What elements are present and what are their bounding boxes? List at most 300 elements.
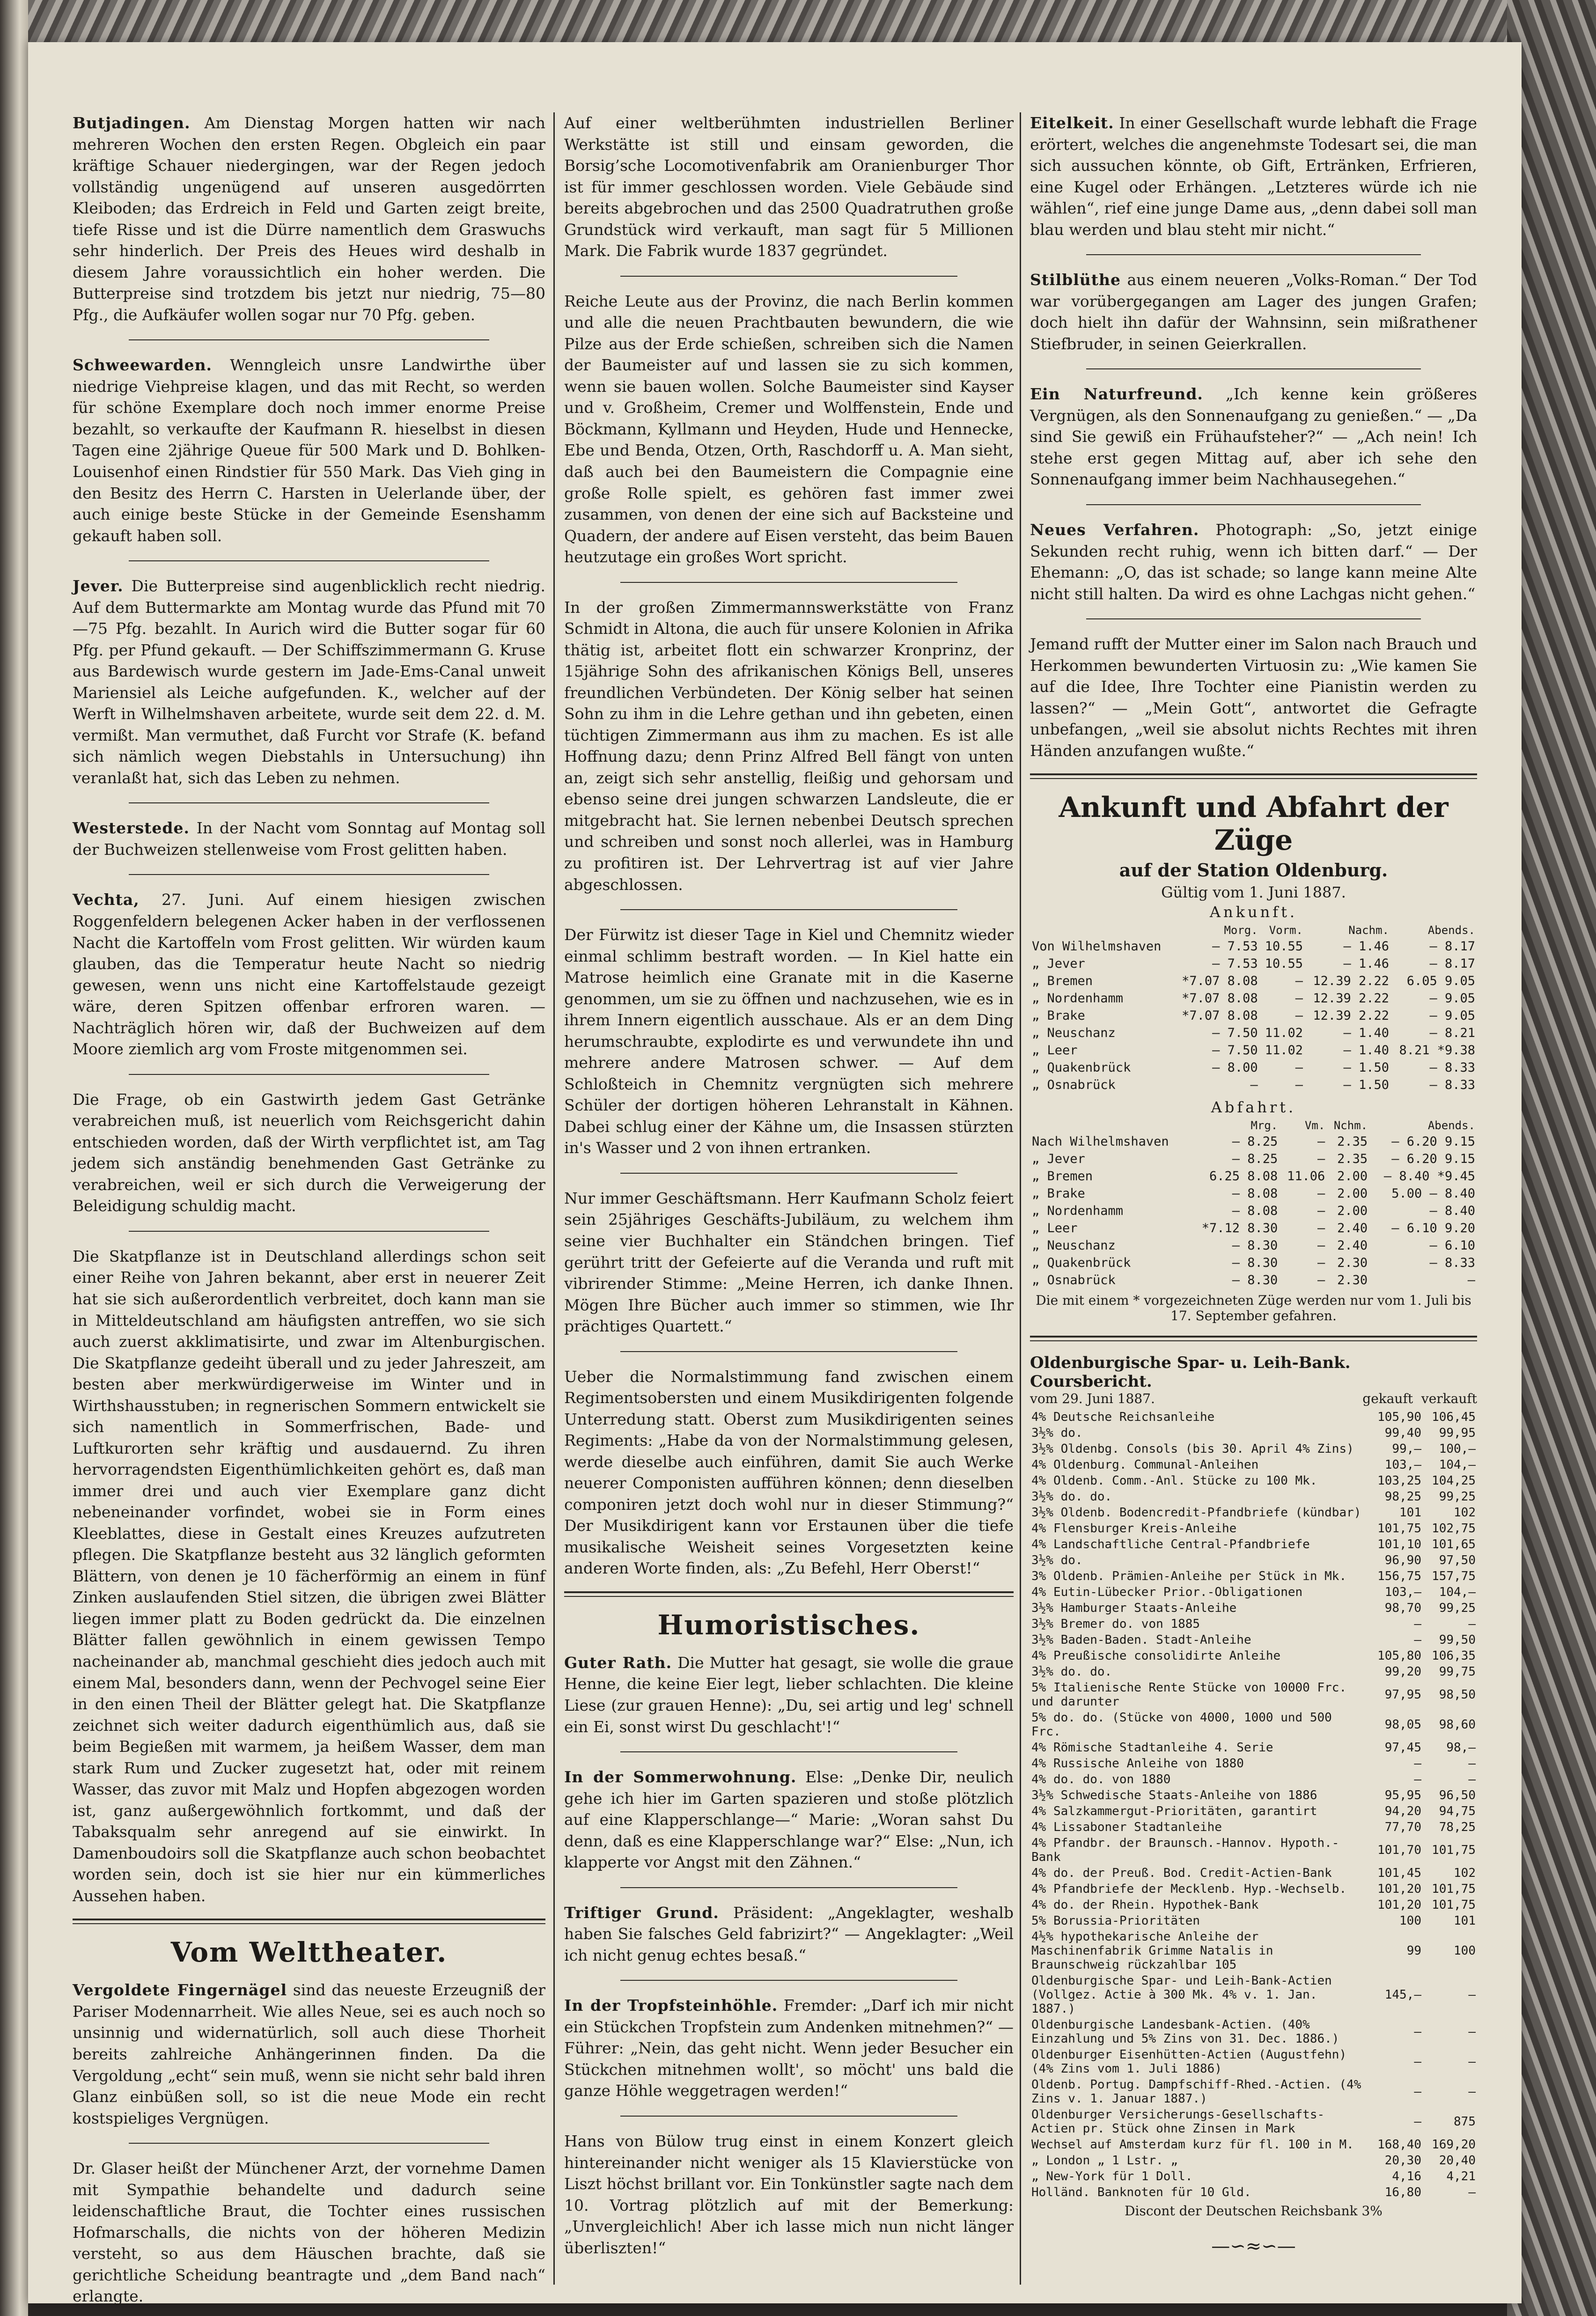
table-row bbox=[1030, 955, 1477, 972]
article-headline: In der Sommerwohnung. bbox=[564, 1768, 797, 1787]
table-row bbox=[1030, 1632, 1477, 1648]
article bbox=[564, 2131, 1014, 2258]
price-sold: 98,50 bbox=[1439, 1688, 1476, 1702]
security-name: 3½% do. bbox=[1031, 1426, 1083, 1441]
price-sold: 104,— bbox=[1439, 1458, 1476, 1472]
article-text: In einer Gesellschaft wurde lebhaft die Frage erörtert, welches die angenehmste Todesart sei, die man sich aussuchen könnte, ob Gift, Ertränken, Erfrieren, eine Kugel oder Erhängen. „Letzteres würde ich nie wählen“, rief eine junge Dame aus, „denn dabei soll man blau werden und blau steht mir nicht.“ bbox=[1030, 114, 1477, 239]
train-title: Ankunft und Abfahrt der Züge bbox=[1059, 791, 1449, 857]
row-value: — bbox=[1317, 1273, 1325, 1288]
row-value: 11.06 bbox=[1287, 1169, 1325, 1184]
table-row bbox=[1030, 2107, 1477, 2137]
article-text: Die Mutter hat gesagt, sie wolle die graue Henne, die keine Eier legt, lieber schlachten. Die kleine Liese (zur grauen Henne): „Du, sei artig und leg' schnell ein Ei, sonst wirst Du geschlacht'!“ bbox=[564, 1653, 1014, 1736]
row-value: 6.25 8.08 bbox=[1209, 1169, 1278, 1184]
price-sold: 99,95 bbox=[1439, 1426, 1476, 1441]
price-sold: 104,25 bbox=[1432, 1474, 1476, 1488]
row-value: — 8.30 bbox=[1232, 1273, 1278, 1288]
table-row bbox=[1030, 1600, 1477, 1616]
article bbox=[564, 1902, 1014, 1966]
article bbox=[73, 1979, 545, 2129]
row-value: — bbox=[1295, 1060, 1303, 1075]
price-bought: 97,45 bbox=[1384, 1741, 1421, 1755]
article bbox=[564, 924, 1014, 1159]
row-value: — 1.40 bbox=[1343, 1026, 1389, 1041]
security-name: Wechsel auf Amsterdam kurz für fl. 100 in M. bbox=[1031, 2138, 1354, 2152]
security-name: 3½% do. do. bbox=[1031, 1490, 1112, 1504]
article bbox=[1030, 633, 1477, 761]
price-sold: — bbox=[1468, 1988, 1476, 2002]
column-header bbox=[1030, 1118, 1189, 1133]
price-sold: 100 bbox=[1454, 1944, 1476, 1958]
row-label: „ Osnabrück bbox=[1032, 1273, 1116, 1288]
price-bought: 105,80 bbox=[1377, 1649, 1421, 1663]
column-rule bbox=[1020, 112, 1021, 2285]
article-text: Reiche Leute aus der Provinz, die nach Berlin kommen und alle die neuen Prachtbauten bewundern, die wie Pilze aus der Erde schießen, schreiben sich die Namen der Baumeister auf und lassen sie zu sich kommen, wenn sie bauen wollen. Solche Baumeister sind Kayser und v. Großheim, Cremer und Wolffenstein, Ende und Böckmann, Kyllmann und Heyden, Hude und Hennecke, Ebe und Benda, Otzen, Orth, Raschdorff u. A. Man sieht, daß auch bei den Baumeistern die Compagnie eine große Rolle spielt, es gehören fast immer zwei zusammen, von denen der eine sich auf Backsteine und Quadern, der andere auf Eisen versteht, das beim Bauen heutzutage ein großes Wort spricht. bbox=[564, 292, 1014, 566]
price-sold: 101,75 bbox=[1432, 1882, 1476, 1897]
arrival-table bbox=[1030, 923, 1477, 1094]
table-row bbox=[1030, 2153, 1477, 2169]
article bbox=[564, 1188, 1014, 1337]
article-separator bbox=[620, 1887, 957, 1888]
price-bought: 101,10 bbox=[1377, 1537, 1421, 1552]
price-bought: 168,40 bbox=[1377, 2138, 1421, 2152]
row-value: — bbox=[1317, 1256, 1325, 1271]
price-bought: 99,20 bbox=[1384, 1665, 1421, 1679]
row-value: — 6.20 9.15 bbox=[1391, 1152, 1475, 1167]
row-value: — 8.40 *9.45 bbox=[1383, 1169, 1475, 1184]
row-label: „ Brake bbox=[1032, 1008, 1085, 1023]
table-row bbox=[1030, 1521, 1477, 1537]
price-bought: — bbox=[1414, 1617, 1421, 1632]
price-bought: 95,95 bbox=[1384, 1788, 1421, 1803]
row-value: 12.39 2.22 bbox=[1313, 974, 1389, 989]
bank-discount: Discont der Deutschen Reichsbank 3% bbox=[1125, 2203, 1383, 2219]
table-row bbox=[1030, 1489, 1477, 1505]
article bbox=[73, 2158, 545, 2307]
price-bought: 156,75 bbox=[1377, 1569, 1421, 1584]
table-row bbox=[1030, 1648, 1477, 1664]
price-bought: 98,05 bbox=[1384, 1718, 1421, 1732]
article-separator bbox=[1086, 618, 1421, 619]
column-header: Morg. bbox=[1224, 924, 1258, 937]
article bbox=[564, 112, 1014, 262]
row-value: — 8.30 bbox=[1232, 1256, 1278, 1271]
table-row bbox=[1030, 1584, 1477, 1600]
table-row bbox=[1030, 1552, 1477, 1568]
row-value: 2.35 bbox=[1337, 1134, 1368, 1149]
column-rule bbox=[553, 112, 555, 2285]
table-row bbox=[1030, 1710, 1477, 1740]
security-name: 4% Flensburger Kreis-Anleihe bbox=[1031, 1522, 1237, 1536]
departure-label: Abfahrt. bbox=[1211, 1098, 1296, 1117]
section-divider bbox=[1030, 1336, 1477, 1341]
table-row bbox=[1030, 1202, 1477, 1220]
bank-table bbox=[1030, 1409, 1477, 2200]
price-sold: 102 bbox=[1454, 1866, 1476, 1881]
row-value: — 8.00 bbox=[1212, 1060, 1258, 1075]
article-text: In der Nacht vom Sonntag auf Montag soll der Buchweizen stellenweise vom Frost gelitten haben. bbox=[73, 819, 545, 859]
security-name: 5% Borussia-Prioritäten bbox=[1031, 1914, 1200, 1928]
price-bought: 20,30 bbox=[1384, 2154, 1421, 2168]
row-value: — bbox=[1467, 1273, 1475, 1288]
row-value: — 1.40 bbox=[1343, 1043, 1389, 1058]
article-text: Else: „Denke Dir, neulich gehe ich hier im Garten spazieren und stoße plötzlich auf eine Klapperschlange—“ Marie: „Woran sahst Du denn, daß es eine Klapperschlange war?“ Else: „Nun, ich klapperte vor Angst mit den Zähnen.“ bbox=[564, 1768, 1014, 1872]
price-bought: 101 bbox=[1399, 1506, 1421, 1520]
column-2 bbox=[564, 112, 1014, 2285]
train-station: auf der Station Oldenburg. bbox=[1119, 860, 1388, 881]
row-value: — 6.10 9.20 bbox=[1391, 1221, 1475, 1236]
table-row bbox=[1030, 1076, 1477, 1094]
row-value: — 9.05 bbox=[1429, 991, 1475, 1006]
row-value: *7.07 8.08 bbox=[1182, 1008, 1258, 1023]
article-text: Präsident: „Angeklagter, weshalb haben Sie falsches Geld fabrizirt?“ — Angeklagter: „Weil ich nicht genug echtes besaß.“ bbox=[564, 1903, 1014, 1964]
price-sold: 98,60 bbox=[1439, 1718, 1476, 1732]
security-name: 4% Pfandbriefe der Mecklenb. Hyp.-Wechselb. bbox=[1031, 1882, 1347, 1897]
price-bought: 101,45 bbox=[1377, 1866, 1421, 1881]
price-bought: 98,25 bbox=[1384, 1490, 1421, 1504]
row-value: — 8.08 bbox=[1232, 1204, 1278, 1219]
row-value: 11.02 bbox=[1265, 1043, 1303, 1058]
article bbox=[73, 354, 545, 546]
table-row bbox=[1030, 1133, 1477, 1150]
table-row bbox=[1030, 972, 1477, 990]
row-value: — 8.21 bbox=[1429, 1026, 1475, 1041]
security-name: 4% Landschaftliche Central-Pfandbriefe bbox=[1031, 1537, 1310, 1552]
article-text: Ueber die Normalstimmung fand zwischen einem Regimentsobersten und einem Musikdirigenten folgende Unterredung statt. Oberst zum Musikdirigenten seines Regiments: „Habe da von der Normalstimmung gelesen, werde dieselbe auch einführen, damit Sie auch Werke neuerer Componisten aufführen können; denn dieselben componiren jetzt doch wohl nur in dieser Stimmung?“ Der Musikdirigent kann vor Erstaunen über die tiefe musikalische Weisheit seines Vorgesetzten keine anderen Worte finden, als: „Zu Befehl, Herr Oberst!“ bbox=[564, 1367, 1014, 1578]
security-name: 3½% Baden-Baden. Stadt-Anleihe bbox=[1031, 1633, 1251, 1647]
price-sold: 99,75 bbox=[1439, 1665, 1476, 1679]
price-sold: 101 bbox=[1454, 1914, 1476, 1928]
article bbox=[564, 597, 1014, 895]
price-sold: 98,— bbox=[1446, 1741, 1476, 1755]
table-row bbox=[1030, 1059, 1477, 1076]
table-row bbox=[1030, 1185, 1477, 1202]
price-sold: 102 bbox=[1454, 1506, 1476, 1520]
article-text: „Ich kenne kein größeres Vergnügen, als den Sonnenaufgang zu genießen.“ — „Da sind Sie gewiß ein Frühaufsteher?“ — „Ach nein! Ich stehe erst gegen Mittag auf, aber ich sehe den Sonnenaufgang immer beim Nachhausegehen.“ bbox=[1030, 385, 1478, 489]
article bbox=[1030, 383, 1477, 490]
price-sold: 104,— bbox=[1439, 1585, 1476, 1600]
security-name: 3½% Oldenbg. Consols (bis 30. April 4% Zins) bbox=[1031, 1442, 1354, 1456]
article-text: Hans von Bülow trug einst in einem Konzert gleich hintereinander nicht weniger als 15 Klavierstücke von Liszt höchst brillant vor. Ein Tonkünstler sagte nach dem 10. Vortrag plötzlich auf mit der Bemerkung: „Unvergleichlich! Aber ich lasse mich nun nicht länger überliszten!“ bbox=[564, 2132, 1014, 2257]
table-row bbox=[1030, 1007, 1477, 1024]
table-row bbox=[1030, 1425, 1477, 1441]
security-name: 4% Oldenb. Comm.-Anl. Stücke zu 100 Mk. bbox=[1031, 1474, 1317, 1488]
col-verkauft: verkauft bbox=[1421, 1391, 1477, 1407]
row-label: „ Jever bbox=[1032, 956, 1085, 971]
table-row bbox=[1030, 2017, 1477, 2047]
row-value: — 9.05 bbox=[1429, 1008, 1475, 1023]
row-label: „ Neuschanz bbox=[1032, 1238, 1116, 1253]
row-value: 2.40 bbox=[1337, 1238, 1368, 1253]
security-name: 5% Italienische Rente Stücke von 10000 Frc. und darunter bbox=[1031, 1681, 1347, 1709]
article-text: Nur immer Geschäftsmann. Herr Kaufmann Scholz feiert sein 25jähriges Geschäfts-Jubiläum, zu welchem ihm seine vier Buchhalter ein Ständchen bringen. Tief gerührt tritt der Gefeierte auf die Veranda und ruft mit vibrirender Stimme: „Meine Herren, ich danke Ihnen. Mögen Ihre Bücher auch immer so stimmen, wie Ihr prächtiges Quartett.“ bbox=[564, 1189, 1014, 1336]
article bbox=[73, 817, 545, 860]
table-row bbox=[1030, 1929, 1477, 1973]
row-value: — bbox=[1317, 1221, 1325, 1236]
price-bought: — bbox=[1414, 1633, 1421, 1647]
table-row bbox=[1030, 990, 1477, 1007]
row-value: — 7.50 bbox=[1212, 1026, 1258, 1041]
table-row bbox=[1030, 1664, 1477, 1680]
table-row bbox=[1030, 1568, 1477, 1584]
table-row bbox=[1030, 1913, 1477, 1929]
price-bought: — bbox=[1414, 2055, 1421, 2069]
row-value: — bbox=[1317, 1134, 1325, 1149]
article-text: Die Butterpreise sind augenblicklich recht niedrig. Auf dem Buttermarkte am Montag wurde das Pfund mit 70—75 Pfg. bezahlt. In Aurich wird die Butter sogar für 60 Pfg. per Pfund gekauft. — Der Schiffszimmermann G. Kruse aus Bardewisch wurde gestern im Jade-Ems-Canal unweit Mariensiel als Leiche aufgefunden. K., welcher auf der Werft in Wilhelmshaven arbeitete, wurde seit dem 22. d. M. vermißt. Man vermuthet, daß Furcht vor Strafe (K. befand sich nämlich wegen Diebstahls in Untersuchung) ihn veranlaßt hat, sich das Leben zu nehmen. bbox=[73, 577, 546, 787]
row-label: „ Nordenhamm bbox=[1032, 991, 1124, 1006]
row-label: „ Bremen bbox=[1032, 974, 1093, 989]
row-value: — bbox=[1317, 1238, 1325, 1253]
security-name: 3½% do. bbox=[1031, 1553, 1083, 1568]
row-label: „ Quakenbrück bbox=[1032, 1256, 1131, 1271]
article-separator bbox=[1086, 504, 1421, 505]
row-label: „ Nordenhamm bbox=[1032, 1204, 1124, 1219]
row-value: — 8.25 bbox=[1232, 1152, 1278, 1167]
row-label: „ Leer bbox=[1032, 1043, 1078, 1058]
train-schedule bbox=[1030, 791, 1477, 1323]
article-separator bbox=[129, 2143, 489, 2144]
price-bought: 103,25 bbox=[1377, 1474, 1421, 1488]
column-header: Mrg. bbox=[1250, 1119, 1278, 1132]
price-sold: 96,50 bbox=[1439, 1788, 1476, 1803]
price-bought: — bbox=[1414, 2025, 1421, 2039]
table-row bbox=[1030, 1616, 1477, 1632]
row-value: — 8.17 bbox=[1429, 956, 1475, 971]
row-value: — 7.53 bbox=[1212, 956, 1258, 971]
table-row bbox=[1030, 2184, 1477, 2200]
price-bought: 103,— bbox=[1384, 1585, 1421, 1600]
row-value: 2.35 bbox=[1337, 1152, 1368, 1167]
price-sold: 20,40 bbox=[1439, 2154, 1476, 2168]
column-3 bbox=[1030, 112, 1477, 2285]
table-row bbox=[1030, 1787, 1477, 1803]
price-sold: 157,75 bbox=[1432, 1569, 1476, 1584]
row-label: Nach Wilhelmshaven bbox=[1032, 1134, 1169, 1149]
table-row bbox=[1030, 1042, 1477, 1059]
price-sold: 101,75 bbox=[1432, 1898, 1476, 1912]
price-sold: 99,25 bbox=[1439, 1601, 1476, 1616]
row-value: — 6.10 bbox=[1429, 1238, 1475, 1253]
article bbox=[564, 291, 1014, 568]
security-name: 4% Salzkammergut-Prioritäten, garantirt bbox=[1031, 1804, 1317, 1819]
security-name: 4½% hypothekarische Anleihe der Maschinenfabrik Grimme Natalis in Braunschweig rückzahlbar 105 bbox=[1031, 1930, 1273, 1972]
price-sold: 94,75 bbox=[1439, 1804, 1476, 1819]
price-bought: 77,70 bbox=[1384, 1820, 1421, 1835]
column-header: Abends. bbox=[1427, 1119, 1475, 1132]
table-row bbox=[1030, 1441, 1477, 1457]
row-value: — 6.20 9.15 bbox=[1391, 1134, 1475, 1149]
train-footnote: Die mit einem * vorgezeichneten Züge werden nur vom 1. Juli bis 17. September gefahren. bbox=[1036, 1293, 1471, 1324]
row-value: — bbox=[1317, 1152, 1325, 1167]
article-headline: Ein Naturfreund. bbox=[1030, 385, 1203, 404]
row-label: „ Jever bbox=[1032, 1152, 1085, 1167]
row-value: — bbox=[1250, 1078, 1258, 1093]
price-bought: 105,90 bbox=[1377, 1410, 1421, 1425]
row-value: — bbox=[1295, 991, 1303, 1006]
table-row bbox=[1030, 1835, 1477, 1865]
section-title-welttheater: Vom Welttheater. bbox=[170, 1936, 448, 1969]
security-name: 4% Russische Anleihe von 1880 bbox=[1031, 1757, 1244, 1771]
article-headline: Schweewarden. bbox=[73, 356, 213, 375]
column-header bbox=[1030, 923, 1174, 938]
security-name: 3½% do. do. bbox=[1031, 1665, 1112, 1679]
row-value: 8.21 *9.38 bbox=[1399, 1043, 1475, 1058]
row-value: — 1.50 bbox=[1343, 1060, 1389, 1075]
price-bought: 99,— bbox=[1392, 1442, 1421, 1456]
row-value: — 8.17 bbox=[1429, 939, 1475, 954]
table-row bbox=[1030, 1505, 1477, 1521]
row-value: — 8.08 bbox=[1232, 1186, 1278, 1201]
row-value: — 7.50 bbox=[1212, 1043, 1258, 1058]
security-name: 4% Deutsche Reichsanleihe bbox=[1031, 1410, 1215, 1425]
article-headline: Eitelkeit. bbox=[1030, 114, 1114, 132]
article-separator bbox=[620, 909, 957, 910]
column-header: Abends. bbox=[1427, 924, 1475, 937]
article-headline: Vergoldete Fingernägel bbox=[73, 1981, 287, 2000]
article-separator bbox=[129, 1231, 489, 1232]
price-sold: 106,35 bbox=[1432, 1649, 1476, 1663]
article bbox=[73, 889, 545, 1059]
table-row bbox=[1030, 1756, 1477, 1772]
security-name: Oldenburgische Landesbank-Actien. (40% Einzahlung und 5% Zins von 31. Dec. 1886.) bbox=[1031, 2018, 1339, 2046]
table-row bbox=[1030, 1409, 1477, 1425]
article-headline: Butjadingen. bbox=[73, 114, 191, 132]
column-1 bbox=[73, 112, 546, 2306]
row-value: *7.07 8.08 bbox=[1182, 991, 1258, 1006]
table-row bbox=[1030, 1024, 1477, 1042]
security-name: 4% do. der Rhein. Hypothek-Bank bbox=[1031, 1898, 1259, 1912]
row-label: Von Wilhelmshaven bbox=[1032, 939, 1162, 954]
row-value: 2.40 bbox=[1337, 1221, 1368, 1236]
price-bought: — bbox=[1414, 2085, 1421, 2099]
price-sold: — bbox=[1468, 1772, 1476, 1787]
security-name: 3% Oldenb. Prämien-Anleihe per Stück in Mk. bbox=[1031, 1569, 1347, 1584]
price-bought: — bbox=[1414, 2115, 1421, 2129]
security-name: 3½% Bremer do. von 1885 bbox=[1031, 1617, 1200, 1632]
security-name: Oldenburger Eisenhütten-Actien (Augustfehn) (4% Zins vom 1. Juli 1886) bbox=[1031, 2048, 1347, 2076]
article-separator bbox=[1086, 368, 1421, 369]
table-row bbox=[1030, 1772, 1477, 1787]
article-headline: Westerstede. bbox=[73, 819, 190, 838]
article-text: Dr. Glaser heißt der Münchener Arzt, der vornehme Damen mit Sympathie behandelte und dadurch seine leidenschaftliche Braut, die Tochter eines russischen Hofmarschalls, die nichts von der höheren Medizin versteht, so aus dem Häuschen brachte, daß sie gerichtliche Scheidung beantragte und „dem Band nach“ erlangte. bbox=[73, 2159, 545, 2306]
article bbox=[73, 1089, 545, 1217]
security-name: 4% Eutin-Lübecker Prior.-Obligationen bbox=[1031, 1585, 1303, 1600]
article bbox=[73, 575, 545, 788]
row-value: — bbox=[1317, 1204, 1325, 1219]
table-row bbox=[1030, 1865, 1477, 1881]
article-text: Die Skatpflanze ist in Deutschland allerdings schon seit einer Reihe von Jahren bekannt, aber erst in neuerer Zeit hat sie sich außerordentlich verbreitet, doch kann man sie in Mitteldeutschland am häufigsten antreffen, wo sie sich auch zuerst akklimatisirte, und zwar im Altenburgischen. Die Skatpflanze gedeiht überall und zu jeder Jahreszeit, am besten aber merkwürdigerweise im Winter und in Wirthshausstuben; in regnerischen Sommern entwickelt sie sich namentlich in Sommerfrischen, Bade- und Luftkurorten sehr kräftig und ausdauernd. Zu ihren hervorragendsten Eigenthümlichkeiten gehört es, daß man immer drei und auch vier Exemplare ganz dicht nebeneinander vorfindet, wobei sie in Form eines Kleeblattes, diese in Gestalt eines Kreuzes aufzutreten pflegen. Die Skatpflanze besteht aus 32 länglich geformten Blättern, von denen je 10 fächerförmig an einem in fünf Zinken auslaufenden Stiel sitzen, die übrigen zwei Blätter liegen immer platt zu Boden gedrückt da. Die einzelnen Blätter fallen gewöhnlich in einem gewissen Tempo nacheinander ab, manchmal geschieht dies jedoch auch mit einem Mal, besonders dann, wenn der Pechvogel seine Eier in den einen Theil der Blätter gelegt hat. Die Skatpflanze zeichnet sich weiter dadurch eigenthümlich aus, daß sie beim Begießen mit warmem, ja heißem Wasser, dem man stark Rum und Zucker zugesetzt hat, oder mit reinem Wasser, das zuvor mit Malz und Hopfen abgezogen worden ist, ganz außergewöhnlich fortkommt, und daß der Tabaksqualm sehr anregend auf sie einwirkt. In Damenboudoirs soll die Skatpflanze auch schon beobachtet worden sein, doch ist sie hier nur ein kümmerliches Aussehen haben. bbox=[73, 1247, 545, 1905]
price-sold: 169,20 bbox=[1432, 2138, 1476, 2152]
article-separator bbox=[620, 1351, 957, 1352]
article-text: Photograph: „So, jetzt einige Sekunden recht ruhig, wenn ich bitten darf.“ — Der Ehemann: „O, das ist schade; so lange kann meine Alte nicht still halten. Da wird es ohne Lachgas nicht gehen.“ bbox=[1030, 520, 1477, 603]
row-value: *7.07 8.08 bbox=[1182, 974, 1258, 989]
table-row bbox=[1030, 2077, 1477, 2107]
price-bought: 101,20 bbox=[1377, 1882, 1421, 1897]
article-text: In der großen Zimmermannswerkstätte von Franz Schmidt in Altona, die auch für unsere Kolonien in Afrika thätig ist, arbeitet flott ein schwarzer Kronprinz, der 15jährige Sohn des afrikanischen Königs Bell, unseres freundlichen Verbündeten. Der König selber hat seinen Sohn zu ihm in die Lehre gethan und ihn gebeten, einen tüchtigen Zimmermann aus ihm zu machen. Es ist alle Hoffnung dazu; denn Prinz Alfred Bell fängt von unten an, zeigt sich sehr anstellig, fleißig und gehorsam und ebenso seine drei jungen schwarzen Landsleute, die er mitgebracht hat. Sie lernen nebenbei Deutsch sprechen und schreiben und sonst noch allerlei, was in Hamburg zu profitiren ist. Der Lehrvertrag ist auf vier Jahre abgeschlossen. bbox=[564, 598, 1014, 894]
table-row bbox=[1030, 1220, 1477, 1237]
bank-report bbox=[1030, 1353, 1477, 2257]
row-value: — 8.40 bbox=[1429, 1204, 1475, 1219]
article bbox=[564, 1766, 1014, 1873]
article bbox=[1030, 112, 1477, 240]
article-text: Die Frage, ob ein Gastwirth jedem Gast Getränke verabreichen muß, ist neuerlich vom Reichsgericht dahin entschieden worden, daß der Wirth verpflichtet ist, am Tag jedem sich anständig benehmenden Gast Getränke zu verabreichen, weil er sich durch die Verweigerung der Beleidigung schuldig macht. bbox=[73, 1090, 545, 1215]
row-value: — 1.46 bbox=[1343, 939, 1389, 954]
article-separator bbox=[620, 2116, 957, 2117]
row-value: 2.00 bbox=[1337, 1204, 1368, 1219]
row-value: 6.05 9.05 bbox=[1406, 974, 1475, 989]
article-text: Wenngleich unsre Landwirthe über niedrige Viehpreise klagen, und das mit Recht, so werden für schöne Exemplare doch noch immer enorme Preise bezahlt, so verkaufte der Kaufmann R. hieselbst in diesen Tagen eine 2jährige Queue für 500 Mark und D. Bohlken-Louisenhof einen Rindstier für 550 Mark. Das Vieh ging in den Besitz des Herrn C. Harsten in Uelerlande über, der auch einige beste Stücke in der Gemeinde Esenshamm gekauft haben soll. bbox=[73, 356, 545, 545]
table-row bbox=[1030, 1150, 1477, 1168]
price-sold: 100,— bbox=[1439, 1442, 1476, 1456]
row-value: — 8.33 bbox=[1429, 1060, 1475, 1075]
price-bought: 4,16 bbox=[1392, 2169, 1421, 2184]
row-value: 2.30 bbox=[1337, 1256, 1368, 1271]
security-name: 4% Pfandbr. der Braunsch.-Hannov. Hypoth.-Bank bbox=[1031, 1836, 1339, 1865]
article-headline: Jever. bbox=[73, 577, 124, 596]
security-name: Oldenburgische Spar- und Leih-Bank-Actien (Vollgez. Actie à 300 Mk. 4% v. 1. Jan. 1887.) bbox=[1031, 1974, 1332, 2016]
row-label: „ Bremen bbox=[1032, 1169, 1093, 1184]
row-value: 2.30 bbox=[1337, 1273, 1368, 1288]
column-header: Vm. bbox=[1304, 1119, 1325, 1132]
article-headline: Stilblüthe bbox=[1030, 271, 1121, 289]
article-separator bbox=[620, 276, 957, 277]
price-bought: 96,90 bbox=[1384, 1553, 1421, 1568]
price-bought: 99 bbox=[1406, 1944, 1421, 1958]
article-separator bbox=[129, 339, 489, 340]
article-separator bbox=[620, 1173, 957, 1174]
article-headline: Neues Verfahren. bbox=[1030, 520, 1199, 539]
article-headline: In der Tropfsteinhöhle. bbox=[564, 1996, 778, 2015]
table-row bbox=[1030, 1819, 1477, 1835]
row-label: „ Neuschanz bbox=[1032, 1026, 1116, 1041]
train-valid: Gültig vom 1. Juni 1887. bbox=[1161, 883, 1346, 902]
table-row bbox=[1030, 1237, 1477, 1254]
article-separator bbox=[620, 1751, 957, 1752]
row-label: „ Leer bbox=[1032, 1221, 1078, 1236]
price-bought: 100 bbox=[1399, 1914, 1421, 1928]
price-sold: 101,65 bbox=[1432, 1537, 1476, 1552]
price-sold: 875 bbox=[1454, 2115, 1476, 2129]
row-label: „ Quakenbrück bbox=[1032, 1060, 1131, 1075]
price-bought: 94,20 bbox=[1384, 1804, 1421, 1819]
price-sold: 78,25 bbox=[1439, 1820, 1476, 1835]
row-value: — 8.33 bbox=[1429, 1256, 1475, 1271]
security-name: Oldenburger Versicherungs-Gesellschafts-Actien pr. Stück ohne Zinsen in Mark bbox=[1031, 2108, 1325, 2136]
book-spine bbox=[0, 0, 28, 2316]
row-value: — 7.53 bbox=[1212, 939, 1258, 954]
table-row bbox=[1030, 1897, 1477, 1913]
price-sold: 99,25 bbox=[1439, 1490, 1476, 1504]
security-name: 3½% Hamburger Staats-Anleihe bbox=[1031, 1601, 1237, 1616]
article-headline: Vechta, bbox=[73, 890, 140, 909]
price-sold: 101,75 bbox=[1432, 1843, 1476, 1858]
col-gekauft: gekauft bbox=[1362, 1391, 1413, 1407]
price-sold: 106,45 bbox=[1432, 1410, 1476, 1425]
article-text: aus einem neueren „Volks-Roman.“ Der Tod war vorübergegangen am Lager des jungen Grafen; doch hielt ihn dafür der Wahnsinn, sein mißrathener Stiefbruder, in seinen Geierkrallen. bbox=[1030, 271, 1477, 353]
article bbox=[564, 1995, 1014, 2102]
security-name: 5% do. do. (Stücke von 4000, 1000 und 500 Frc. bbox=[1031, 1711, 1332, 1739]
table-row bbox=[1030, 1457, 1477, 1473]
section-divider bbox=[564, 1591, 1014, 1597]
article-headline: Triftiger Grund. bbox=[564, 1903, 719, 1922]
table-row bbox=[1030, 1680, 1477, 1710]
row-value: 2.00 bbox=[1337, 1186, 1368, 1201]
article-text: Am Dienstag Morgen hatten wir nach mehreren Wochen den ersten Regen. Obgleich ein paar kräftige Schauer niedergingen, war der Regen jedoch vollständig ungenügend auf unseren ausgedörrten Kleiboden; das Erdreich in Feld und Garten zeigt breite, tiefe Risse und ist die Dürre namentlich dem Graswuchs sehr hinderlich. Der Preis des Heues wird deshalb in diesem Jahre voraussichtlich ein hoher werden. Die Butterpreise sind trotzdem bis jetzt nur niedrig, 75—80 Pfg., die Aufkäufer wollen sogar nur 70 Pfg. geben. bbox=[73, 114, 545, 324]
section-title-humoristisches: Humoristisches. bbox=[657, 1609, 920, 1641]
price-bought: 103,— bbox=[1384, 1458, 1421, 1472]
price-sold: 4,21 bbox=[1446, 2169, 1476, 2184]
price-bought: 101,70 bbox=[1377, 1843, 1421, 1858]
price-bought: 101,20 bbox=[1377, 1898, 1421, 1912]
